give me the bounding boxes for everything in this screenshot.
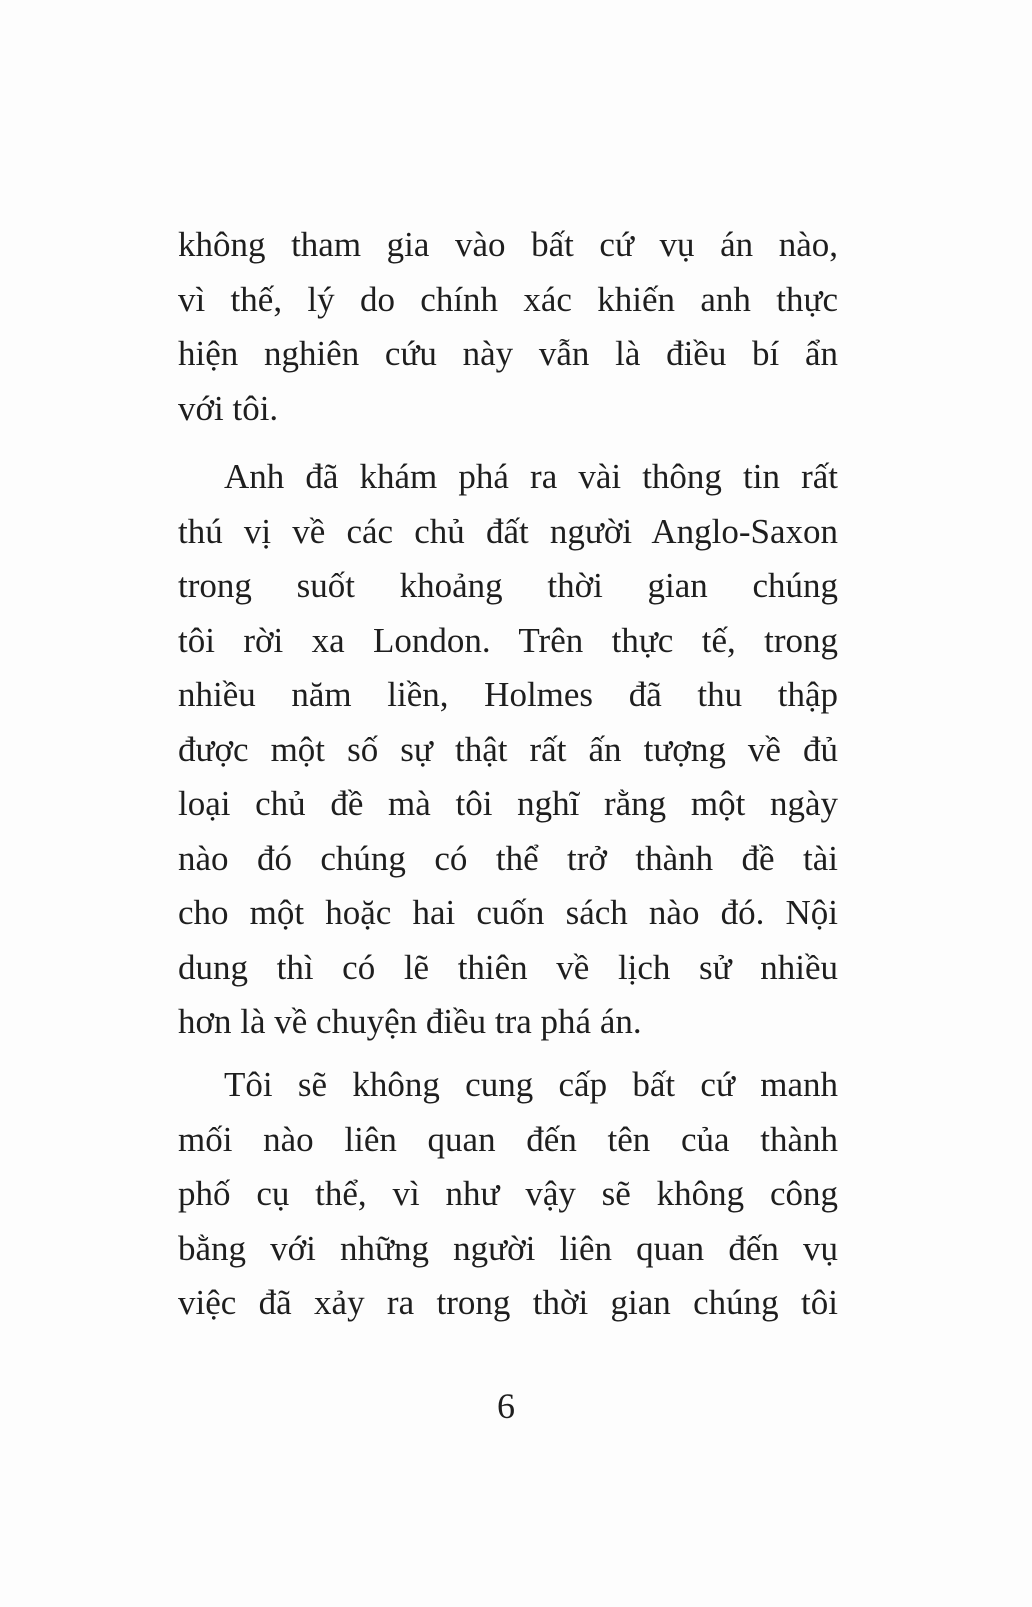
text-line: tôi rời xa London. Trên thực tế, trong <box>178 620 838 660</box>
text-line: cho một hoặc hai cuốn sách nào đó. Nội <box>178 893 838 932</box>
text-line: hơn là về chuyện điều tra phá án. <box>178 1002 642 1041</box>
text-line: vì thế, lý do chính xác khiến anh thực <box>178 279 838 319</box>
paragraph-1 <box>178 218 838 436</box>
text-line: Tôi sẽ không cung cấp bất cứ manh <box>224 1065 838 1104</box>
text-line: nào đó chúng có thể trở thành đề tài <box>178 838 838 878</box>
text-line: mối nào liên quan đến tên của thành <box>178 1119 838 1159</box>
text-line: thú vị về các chủ đất người Anglo-Saxon <box>178 511 838 551</box>
page-number: 6 <box>497 1386 515 1426</box>
paragraph-2 <box>178 450 838 1050</box>
text-line: Anh đã khám phá ra vài thông tin rất <box>224 457 838 496</box>
paragraph-3 <box>178 1058 838 1331</box>
text-line: nhiều năm liền, Holmes đã thu thập <box>178 675 838 714</box>
text-line: hiện nghiên cứu này vẫn là điều bí ẩn <box>178 334 838 373</box>
text-line: trong suốt khoảng thời gian chúng <box>178 566 838 605</box>
text-line: không tham gia vào bất cứ vụ án nào, <box>178 225 838 264</box>
text-line: bằng với những người liên quan đến vụ <box>178 1228 838 1268</box>
text-line: phố cụ thể, vì như vậy sẽ không công <box>178 1174 838 1213</box>
text-line: được một số sự thật rất ấn tượng về đủ <box>178 729 838 769</box>
text-line: việc đã xảy ra trong thời gian chúng tôi <box>178 1283 838 1322</box>
text-line: loại chủ đề mà tôi nghĩ rằng một ngày <box>178 784 838 823</box>
text-line: dung thì có lẽ thiên về lịch sử nhiều <box>178 947 838 987</box>
text-line: với tôi. <box>178 388 279 428</box>
